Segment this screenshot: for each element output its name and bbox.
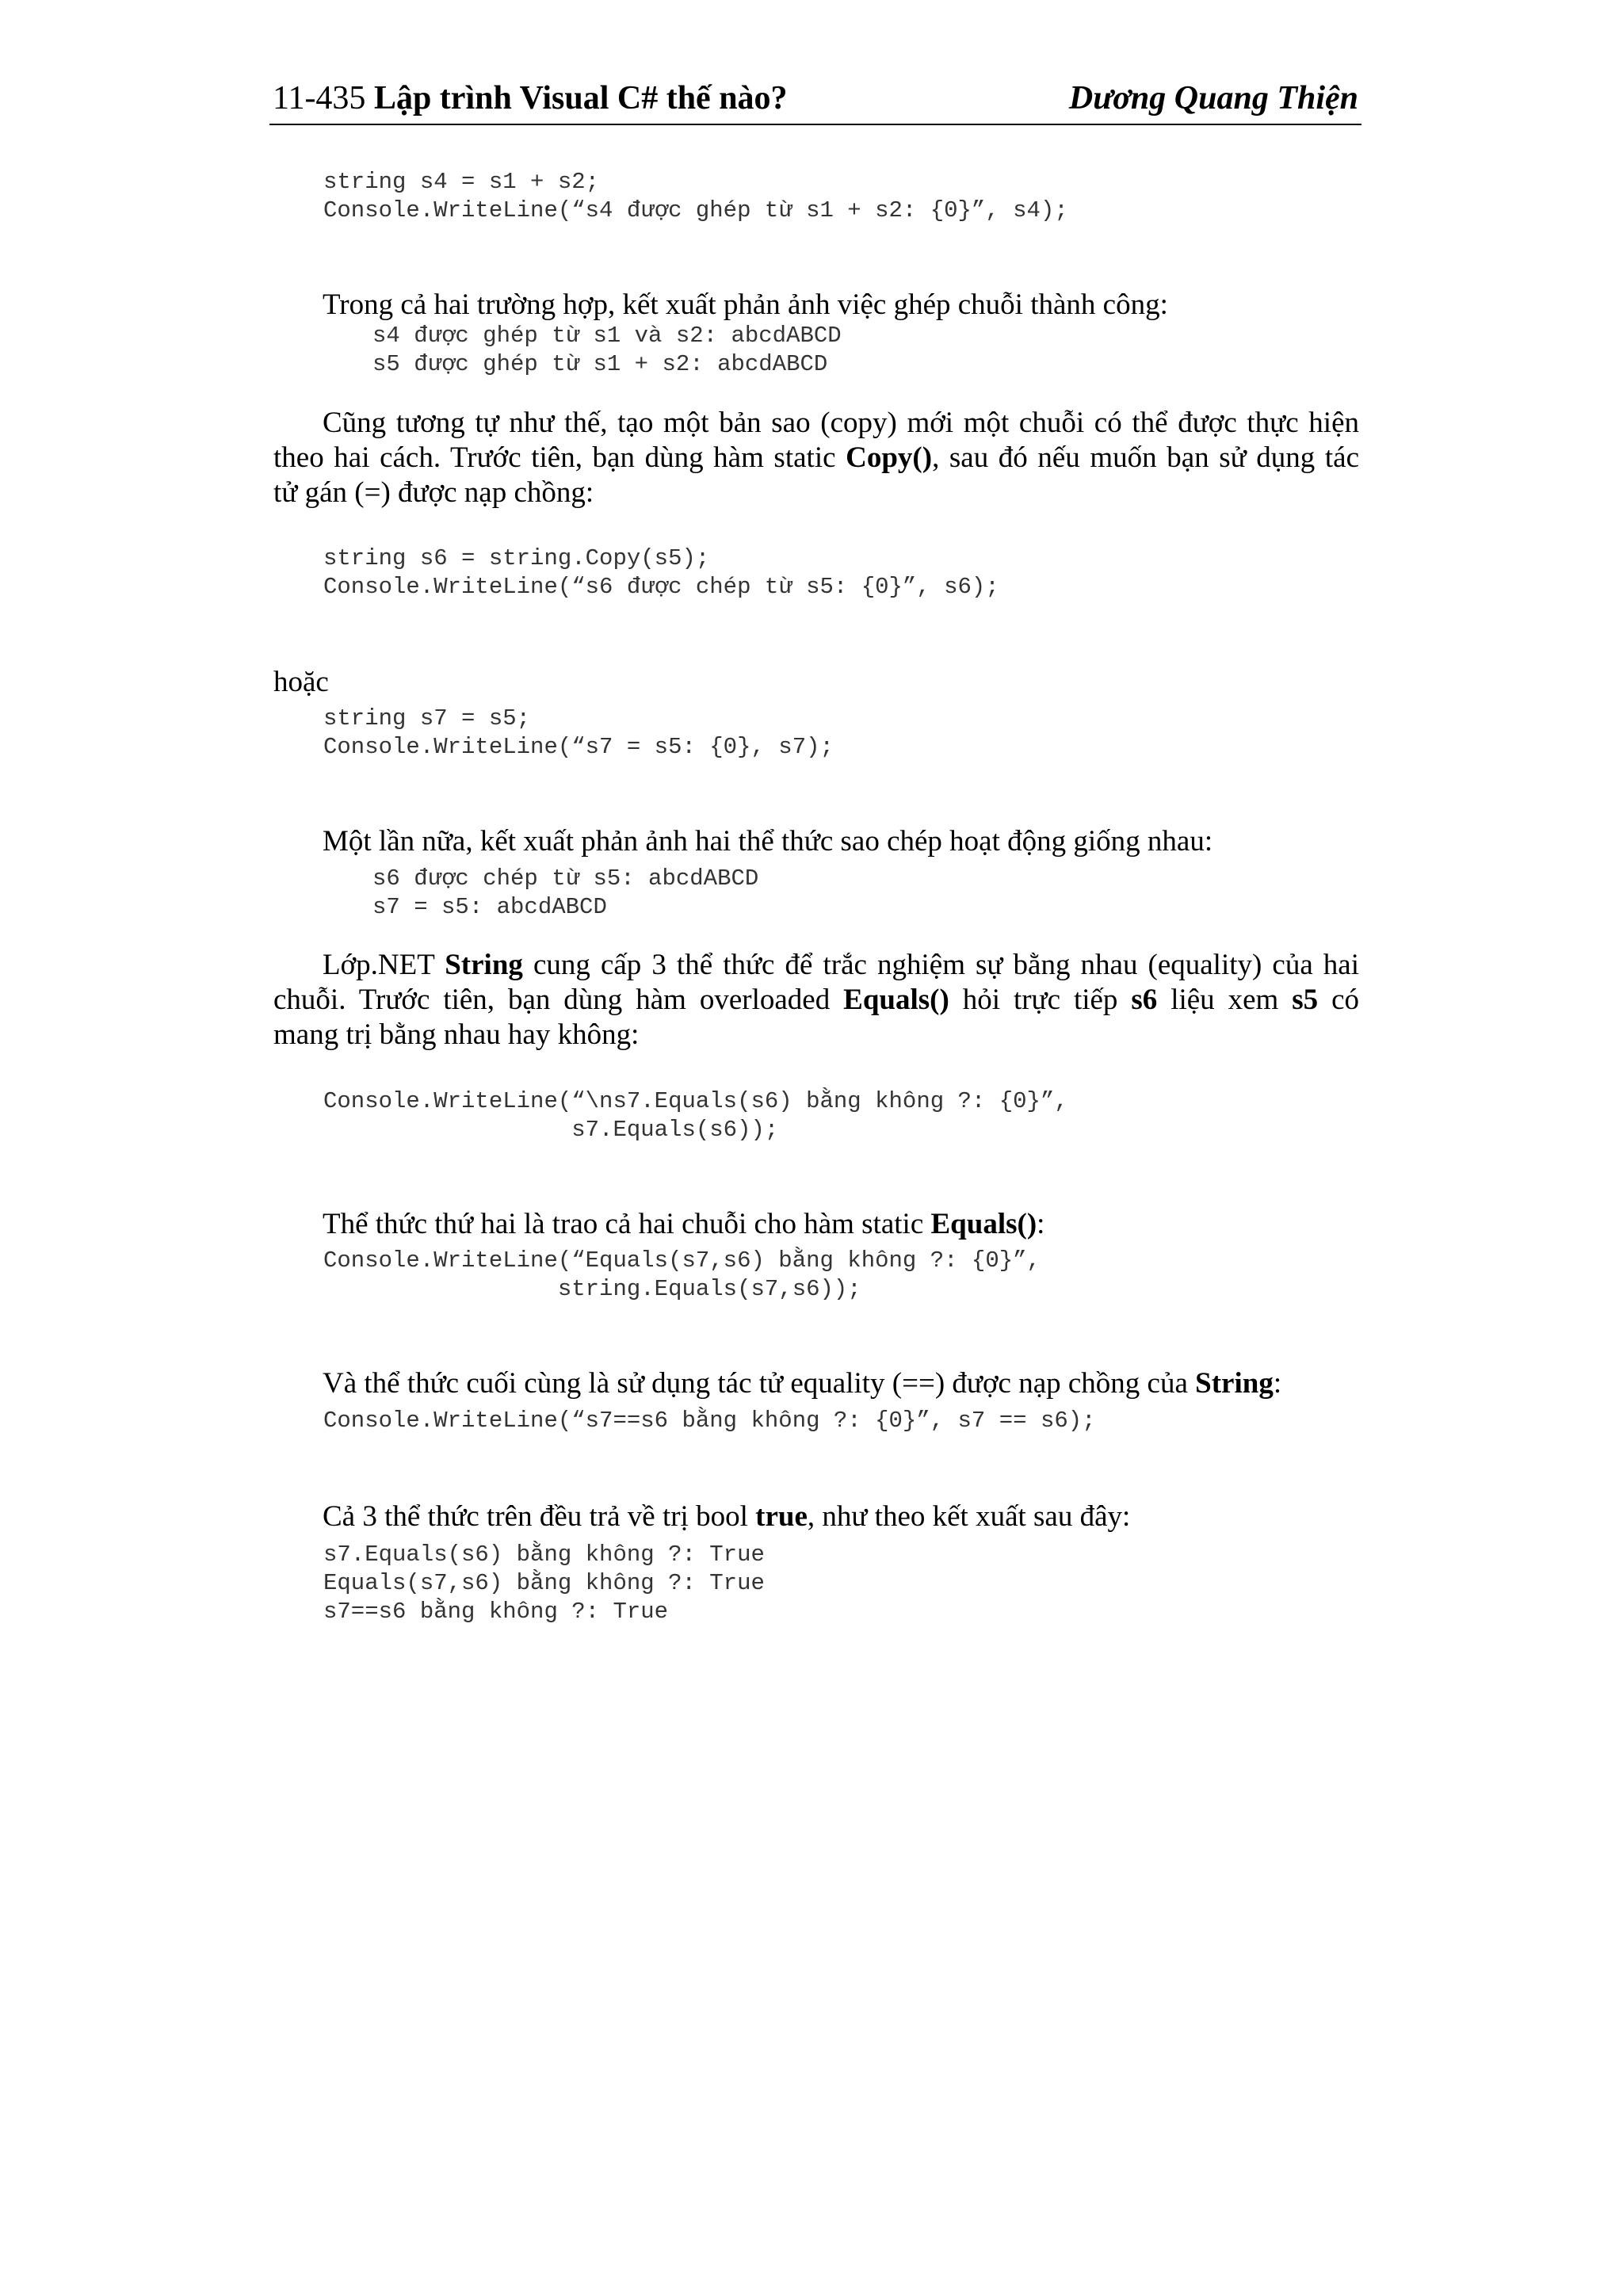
text-run: hỏi trực tiếp bbox=[949, 984, 1132, 1016]
code-block-equals-static bbox=[323, 1247, 1041, 1304]
text-run: có bbox=[1318, 984, 1359, 1016]
page-header bbox=[269, 76, 1361, 125]
book-title: Lập trình Visual C# thế nào? bbox=[373, 80, 788, 117]
text-run: : bbox=[1273, 1367, 1282, 1400]
text-run: cung cấp 3 thể thức để trắc nghiệm sự bằng nhau (equality) của hai bbox=[522, 949, 1359, 981]
code-block-assign bbox=[323, 705, 834, 762]
variable-s5: s5 bbox=[1292, 984, 1319, 1016]
paragraph-concat-result: Trong cả hai trường hợp, kết xuất phản ảnh việc ghép chuỗi thành công: bbox=[323, 288, 1168, 321]
output-line: Equals(s7,s6) bằng không ?: True bbox=[323, 1570, 765, 1596]
text-run: liệu xem bbox=[1157, 984, 1293, 1016]
paragraph-line bbox=[273, 441, 1359, 476]
paragraph-line bbox=[273, 983, 1359, 1018]
code-line: string s4 = s1 + s2; bbox=[323, 169, 600, 195]
variable-s6: s6 bbox=[1131, 984, 1158, 1016]
text-run: , sau đó nếu muốn bạn sử dụng tác bbox=[932, 441, 1359, 474]
paragraph-operator bbox=[323, 1366, 1281, 1401]
paragraph-copy-result: Một lần nữa, kết xuất phản ảnh hai thể thức sao chép hoạt động giống nhau: bbox=[323, 825, 1213, 858]
paragraph-line: Cũng tương tự như thế, tạo một bản sao (copy) mới một chuỗi có thể được thực hiện bbox=[323, 407, 1359, 439]
paragraph-line: tử gán (=) được nạp chồng: bbox=[273, 476, 594, 509]
output-line: s7==s6 bằng không ?: True bbox=[323, 1599, 669, 1625]
code-line: Console.WriteLine(“\ns7.Equals(s6) bằng không ?: {0}”, bbox=[323, 1088, 1068, 1114]
equals-method-name: Equals() bbox=[843, 984, 949, 1016]
code-block-equals-instance bbox=[323, 1087, 1068, 1144]
output-line: s4 được ghép từ s1 và s2: abcdABCD bbox=[372, 323, 842, 349]
text-run: theo hai cách. Trước tiên, bạn dùng hàm static bbox=[273, 441, 846, 474]
paragraph-line: mang trị bằng nhau hay không: bbox=[273, 1018, 640, 1051]
code-line: Console.WriteLine(“s7 = s5: {0}, s7); bbox=[323, 734, 834, 760]
author-name: Dương Quang Thiện bbox=[1068, 80, 1358, 117]
code-line: string s7 = s5; bbox=[323, 705, 531, 732]
string-class-name: String bbox=[1195, 1367, 1274, 1400]
output-line: s6 được chép từ s5: abcdABCD bbox=[372, 865, 759, 892]
code-block-copy bbox=[323, 544, 999, 602]
header-left bbox=[273, 79, 788, 117]
text-run: chuỗi. Trước tiên, bạn dùng hàm overloaded bbox=[273, 984, 844, 1016]
code-line: string s6 = string.Copy(s5); bbox=[323, 545, 710, 571]
output-line: s7 = s5: abcdABCD bbox=[372, 894, 607, 920]
text-run: , như theo kết xuất sau đây: bbox=[807, 1500, 1131, 1533]
string-class-name: String bbox=[445, 949, 523, 981]
code-line: s7.Equals(s6)); bbox=[323, 1117, 779, 1143]
paragraph-static-equals bbox=[323, 1207, 1044, 1242]
true-keyword: true bbox=[755, 1500, 808, 1533]
text-run: Và thể thức cuối cùng là sử dụng tác tử equality (==) được nạp chồng của bbox=[323, 1367, 1196, 1400]
equals-method-name: Equals() bbox=[930, 1208, 1037, 1240]
text-run: : bbox=[1037, 1208, 1045, 1240]
code-line: Console.WriteLine(“s7==s6 bằng không ?: {0}”, s7 == s6); bbox=[323, 1408, 1096, 1434]
output-block-concat bbox=[372, 322, 842, 379]
code-line: Console.WriteLine(“s6 được chép từ s5: {0}”, s6); bbox=[323, 574, 999, 600]
output-line: s5 được ghép từ s1 + s2: abcdABCD bbox=[372, 351, 828, 377]
paragraph-copy bbox=[273, 406, 1359, 510]
code-block-operator bbox=[323, 1407, 1096, 1435]
code-block-concat bbox=[323, 168, 1068, 225]
page-number: 11-435 bbox=[273, 80, 366, 117]
word-hoac: hoặc bbox=[273, 666, 329, 698]
paragraph-equality bbox=[273, 948, 1359, 1052]
output-block-copy bbox=[372, 865, 758, 922]
output-block-equality bbox=[323, 1541, 765, 1626]
text-run: Lớp.NET bbox=[323, 949, 445, 981]
output-line: s7.Equals(s6) bằng không ?: True bbox=[323, 1541, 765, 1568]
text-run: Cả 3 thể thức trên đều trả về trị bool bbox=[323, 1500, 756, 1533]
text-run: Thể thức thứ hai là trao cả hai chuỗi cho hàm static bbox=[323, 1208, 931, 1240]
paragraph-line bbox=[273, 948, 1359, 983]
code-line: string.Equals(s7,s6)); bbox=[323, 1276, 861, 1302]
code-line: Console.WriteLine(“s4 được ghép từ s1 + s2: {0}”, s4); bbox=[323, 197, 1068, 223]
copy-method-name: Copy() bbox=[846, 441, 933, 474]
code-line: Console.WriteLine(“Equals(s7,s6) bằng không ?: {0}”, bbox=[323, 1247, 1041, 1274]
paragraph-result bbox=[323, 1499, 1130, 1534]
